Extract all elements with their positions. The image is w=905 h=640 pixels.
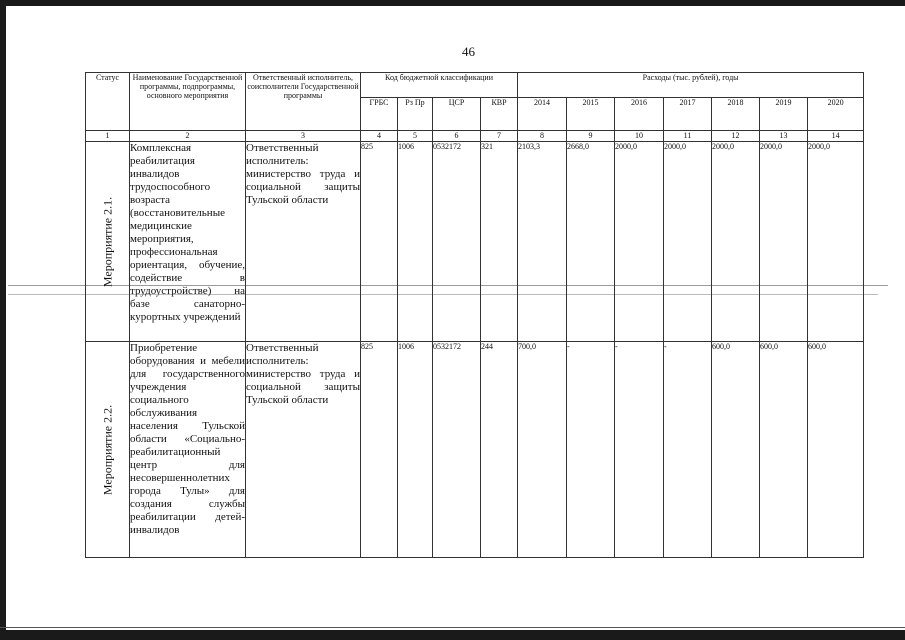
header-status: Статус bbox=[86, 73, 130, 131]
budget-table bbox=[85, 72, 864, 558]
column-number: 5 bbox=[398, 131, 433, 142]
column-number: 6 bbox=[433, 131, 481, 142]
column-number: 3 bbox=[246, 131, 361, 142]
header-name: Наименование Государственной программы, подпрограммы, основного мероприятия bbox=[130, 73, 246, 131]
scan-border-left bbox=[0, 0, 6, 640]
expense-value: 600,0 bbox=[808, 342, 864, 558]
column-number: 9 bbox=[567, 131, 615, 142]
code-grbs: 825 bbox=[361, 142, 398, 342]
code-csr: 0532172 bbox=[433, 142, 481, 342]
header-code-rzpr: Рз Пр bbox=[398, 98, 433, 131]
expense-value: 2000,0 bbox=[760, 142, 808, 342]
header-year: 2019 bbox=[760, 98, 808, 131]
responsible-executor: Ответственный исполнитель: министерство труда и социальной защиты Тульской области bbox=[246, 342, 361, 558]
expense-value: 2000,0 bbox=[664, 142, 712, 342]
code-grbs: 825 bbox=[361, 342, 398, 558]
header-year: 2020 bbox=[808, 98, 864, 131]
column-number: 2 bbox=[130, 131, 246, 142]
status-label: Мероприятие 2.2. bbox=[100, 404, 114, 495]
header-year: 2015 bbox=[567, 98, 615, 131]
page-number: 46 bbox=[462, 44, 475, 59]
code-csr: 0532172 bbox=[433, 342, 481, 558]
header-code-kvr: КВР bbox=[481, 98, 518, 131]
scan-line-bottom bbox=[0, 627, 905, 628]
expense-value: 2103,3 bbox=[518, 142, 567, 342]
column-number: 10 bbox=[615, 131, 664, 142]
header-expenses: Расходы (тыс. рублей), годы bbox=[518, 73, 864, 98]
table-row bbox=[86, 142, 864, 342]
code-rzpr: 1006 bbox=[398, 142, 433, 342]
scan-border-top bbox=[0, 0, 905, 6]
column-number: 8 bbox=[518, 131, 567, 142]
expense-value: - bbox=[615, 342, 664, 558]
expense-value: - bbox=[567, 342, 615, 558]
expense-value: 2000,0 bbox=[615, 142, 664, 342]
column-number: 14 bbox=[808, 131, 864, 142]
activity-name: Комплексная реабилитация инвалидов трудоспособного возраста (восстановительные медицинские мероприятия, профессиональная ориентация, обучение, содействие в трудоустройстве) на базе санаторно-курортных учреждений bbox=[130, 142, 246, 342]
status-label: Мероприятие 2.1. bbox=[100, 196, 114, 287]
column-number: 13 bbox=[760, 131, 808, 142]
expense-value: 600,0 bbox=[760, 342, 808, 558]
column-number: 4 bbox=[361, 131, 398, 142]
column-number: 7 bbox=[481, 131, 518, 142]
header-year: 2017 bbox=[664, 98, 712, 131]
column-number: 12 bbox=[712, 131, 760, 142]
header-budget-code: Код бюджетной классификации bbox=[361, 73, 518, 98]
header-code-csr: ЦСР bbox=[433, 98, 481, 131]
column-number: 11 bbox=[664, 131, 712, 142]
code-rzpr: 1006 bbox=[398, 342, 433, 558]
table-row bbox=[86, 342, 864, 558]
header-code-grbs: ГРБС bbox=[361, 98, 398, 131]
code-kvr: 321 bbox=[481, 142, 518, 342]
column-number: 1 bbox=[86, 131, 130, 142]
responsible-executor: Ответственный исполнитель: министерство труда и социальной защиты Тульской области bbox=[246, 142, 361, 342]
header-year: 2016 bbox=[615, 98, 664, 131]
header-year: 2014 bbox=[518, 98, 567, 131]
scan-border-bottom bbox=[0, 630, 905, 640]
expense-value: - bbox=[664, 342, 712, 558]
expense-value: 2000,0 bbox=[712, 142, 760, 342]
expense-value: 600,0 bbox=[712, 342, 760, 558]
activity-name: Приобретение оборудования и мебели для государственного учреждения социального обслуживания населения Тульской области «Социально-реабилитационный центр для несовершеннолетних города Тулы» для создания службы реабилитации детей-инвалидов bbox=[130, 342, 246, 558]
code-kvr: 244 bbox=[481, 342, 518, 558]
expense-value: 2668,0 bbox=[567, 142, 615, 342]
expense-value: 700,0 bbox=[518, 342, 567, 558]
header-responsible: Ответственный исполнитель, соисполнители Государственной программы bbox=[246, 73, 361, 131]
header-year: 2018 bbox=[712, 98, 760, 131]
status-cell bbox=[86, 342, 130, 558]
expense-value: 2000,0 bbox=[808, 142, 864, 342]
status-cell bbox=[86, 142, 130, 342]
